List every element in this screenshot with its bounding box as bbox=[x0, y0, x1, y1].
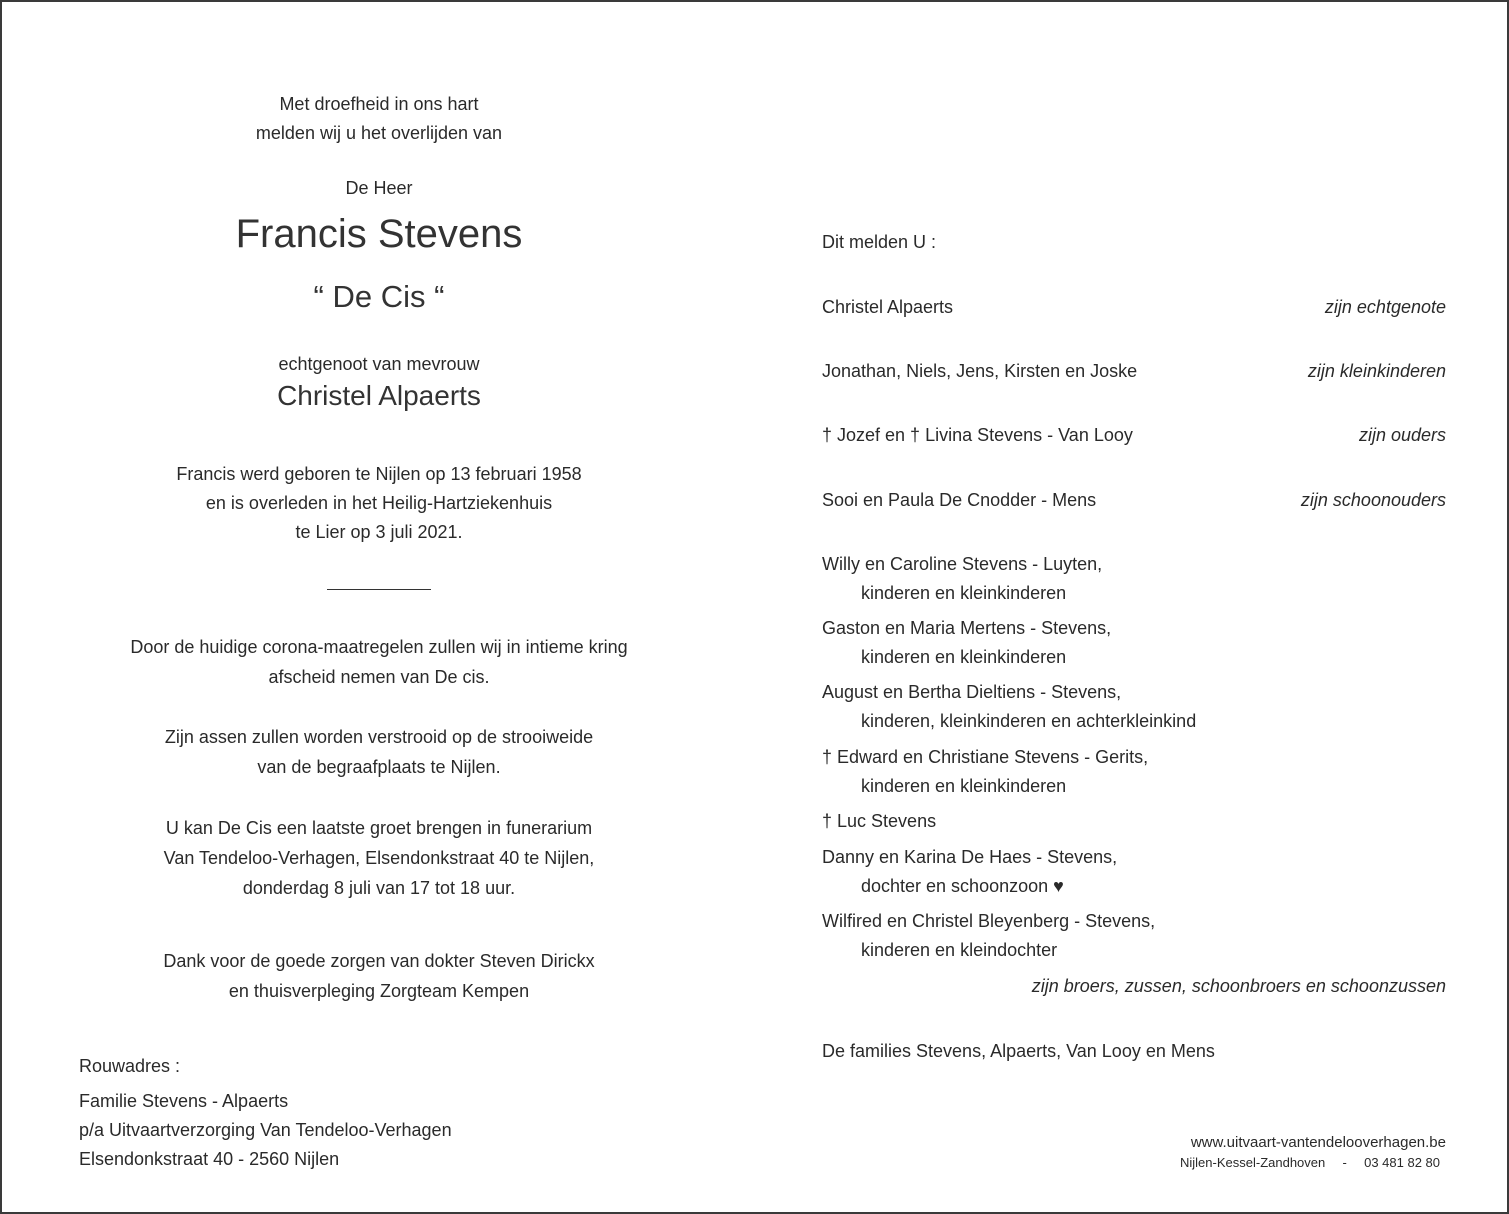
families-line: De families Stevens, Alpaerts, Van Looy en Mens bbox=[822, 1041, 1215, 1061]
ashes-line-1: Zijn assen zullen worden verstrooid op de strooiweide bbox=[164, 727, 594, 747]
visit-line-1: U kan De Cis een laatste groet brengen in funerarium bbox=[165, 818, 593, 838]
sibling-entry bbox=[822, 907, 1155, 965]
sibling-family: kinderen en kleinkinderen bbox=[861, 647, 1067, 667]
birth-line-3: te Lier op 3 juli 2021. bbox=[295, 522, 463, 542]
ashes-text bbox=[79, 722, 679, 782]
address-line-2: p/a Uitvaartverzorging Van Tendeloo-Verhagen bbox=[79, 1120, 452, 1140]
corona-line-2: afscheid nemen van De cis. bbox=[268, 667, 490, 687]
thanks-text bbox=[79, 946, 679, 1006]
address-line-3: Elsendonkstraat 40 - 2560 Nijlen bbox=[79, 1149, 340, 1169]
relatives-header: Dit melden U : bbox=[822, 232, 937, 252]
sibling-names: Danny en Karina De Haes - Stevens, bbox=[822, 847, 1118, 867]
relative-row bbox=[822, 485, 1446, 515]
funeral-home-website: www.uitvaart-vantendelooverhagen.be bbox=[1190, 1134, 1446, 1151]
corona-text bbox=[79, 632, 679, 692]
sibling-entry bbox=[822, 843, 1117, 901]
sibling-entry bbox=[822, 614, 1111, 672]
intro-text bbox=[79, 90, 679, 148]
relative-relation: zijn schoonouders bbox=[1300, 490, 1446, 510]
sibling-names: † Luc Stevens bbox=[822, 811, 937, 831]
sibling-family: kinderen en kleinkinderen bbox=[861, 776, 1067, 796]
ashes-line-2: van de begraafplaats te Nijlen. bbox=[257, 757, 501, 777]
intro-line-2: melden wij u het overlijden van bbox=[255, 123, 503, 143]
sibling-family: dochter en schoonzoon ♥ bbox=[861, 876, 1064, 896]
spouse-intro: echtgenoot van mevrouw bbox=[278, 354, 480, 374]
sibling-family: kinderen, kleinkinderen en achterkleinkind bbox=[861, 711, 1197, 731]
sibling-names: Gaston en Maria Mertens - Stevens, bbox=[822, 618, 1112, 638]
address-label: Rouwadres : bbox=[79, 1056, 181, 1076]
deceased-title: De Heer bbox=[345, 178, 413, 198]
birth-death-info bbox=[79, 460, 679, 547]
sibling-entry bbox=[822, 807, 936, 836]
deceased-name: Francis Stevens bbox=[235, 212, 523, 256]
relative-relation: zijn kleinkinderen bbox=[1307, 361, 1446, 381]
sibling-names: † Edward en Christiane Stevens - Gerits, bbox=[822, 747, 1149, 767]
sibling-entry bbox=[822, 678, 1196, 736]
relative-row bbox=[822, 420, 1446, 450]
visit-line-2: Van Tendeloo-Verhagen, Elsendonkstraat 40 te Nijlen, bbox=[163, 848, 595, 868]
sibling-entry bbox=[822, 550, 1102, 608]
relative-relation: zijn ouders bbox=[1358, 425, 1446, 445]
relative-name: † Jozef en † Livina Stevens - Van Looy bbox=[822, 425, 1133, 445]
sibling-names: Willy en Caroline Stevens - Luyten, bbox=[822, 554, 1103, 574]
relatives-column bbox=[822, 2, 1446, 1212]
contact-separator: - bbox=[1342, 1155, 1347, 1170]
relative-row bbox=[822, 356, 1446, 386]
relative-name: Christel Alpaerts bbox=[822, 297, 954, 317]
relative-name: Jonathan, Niels, Jens, Kirsten en Joske bbox=[822, 361, 1138, 381]
mourning-address bbox=[79, 1087, 452, 1174]
funeral-home-locations: Nijlen-Kessel-Zandhoven bbox=[1180, 1155, 1326, 1170]
sibling-names: Wilfired en Christel Bleyenberg - Stevens, bbox=[822, 911, 1156, 931]
relative-row bbox=[822, 292, 1446, 322]
spouse-name: Christel Alpaerts bbox=[277, 380, 481, 411]
siblings-relation: zijn broers, zussen, schoonbroers en schoonzussen bbox=[1031, 976, 1446, 996]
visit-text bbox=[79, 813, 679, 903]
sibling-entry bbox=[822, 743, 1148, 801]
sibling-family: kinderen en kleindochter bbox=[861, 940, 1058, 960]
thanks-line-1: Dank voor de goede zorgen van dokter Steven Dirickx bbox=[163, 951, 595, 971]
relative-name: Sooi en Paula De Cnodder - Mens bbox=[822, 490, 1097, 510]
address-line-1: Familie Stevens - Alpaerts bbox=[79, 1091, 289, 1111]
sibling-names: August en Bertha Dieltiens - Stevens, bbox=[822, 682, 1122, 702]
deceased-nickname: “ De Cis “ bbox=[313, 279, 445, 314]
relative-relation: zijn echtgenote bbox=[1324, 297, 1446, 317]
funeral-home-phone: 03 481 82 80 bbox=[1364, 1155, 1440, 1170]
thanks-line-2: en thuisverpleging Zorgteam Kempen bbox=[228, 981, 530, 1001]
intro-line-1: Met droefheid in ons hart bbox=[279, 94, 479, 114]
sibling-family: kinderen en kleinkinderen bbox=[861, 583, 1067, 603]
birth-line-1: Francis werd geboren te Nijlen op 13 februari 1958 bbox=[176, 464, 582, 484]
visit-line-3: donderdag 8 juli van 17 tot 18 uur. bbox=[242, 878, 516, 898]
funeral-home-contact bbox=[1180, 1154, 1440, 1172]
birth-line-2: en is overleden in het Heilig-Hartziekenhuis bbox=[205, 493, 553, 513]
divider-line bbox=[327, 589, 431, 590]
corona-line-1: Door de huidige corona-maatregelen zullen wij in intieme kring bbox=[130, 637, 628, 657]
